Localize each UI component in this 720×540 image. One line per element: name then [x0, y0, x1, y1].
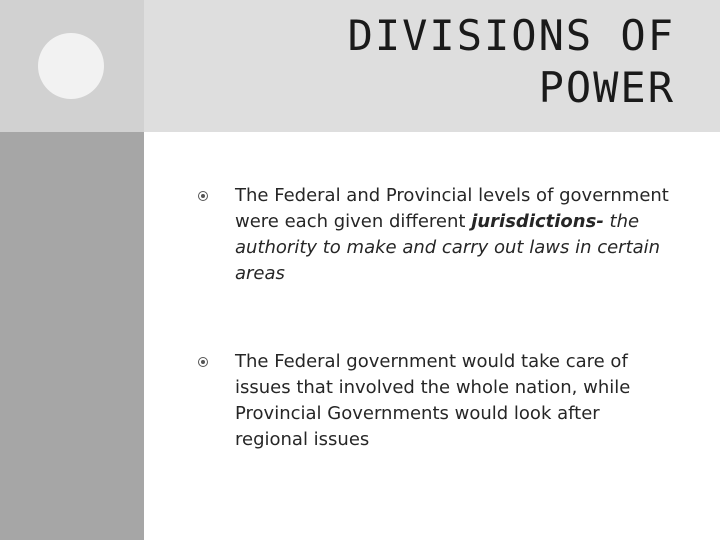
- bullet-definition: the authority to make and carry out laws in certain areas: [235, 211, 661, 284]
- slide-title-line-1: DIVISIONS OF: [347, 11, 675, 60]
- circle-bullet-icon: [198, 357, 208, 367]
- bullet-list: [198, 183, 678, 515]
- bullet-item-jurisdictions: [198, 183, 678, 287]
- decorative-circle: [38, 33, 104, 99]
- bullet-term: jurisdictions-: [471, 211, 604, 232]
- slide-title: [175, 10, 675, 114]
- bullet-text: The Federal and Provincial levels of government were each given different: [235, 185, 669, 232]
- circle-bullet-icon: [198, 191, 208, 201]
- left-band: [0, 132, 144, 540]
- bullet-text: The Federal government would take care of issues that involved the whole nation, while Provincial Governments would look after regional issues: [235, 351, 631, 450]
- bullet-item-federal-role: [198, 349, 678, 453]
- slide-title-line-2: POWER: [538, 63, 675, 112]
